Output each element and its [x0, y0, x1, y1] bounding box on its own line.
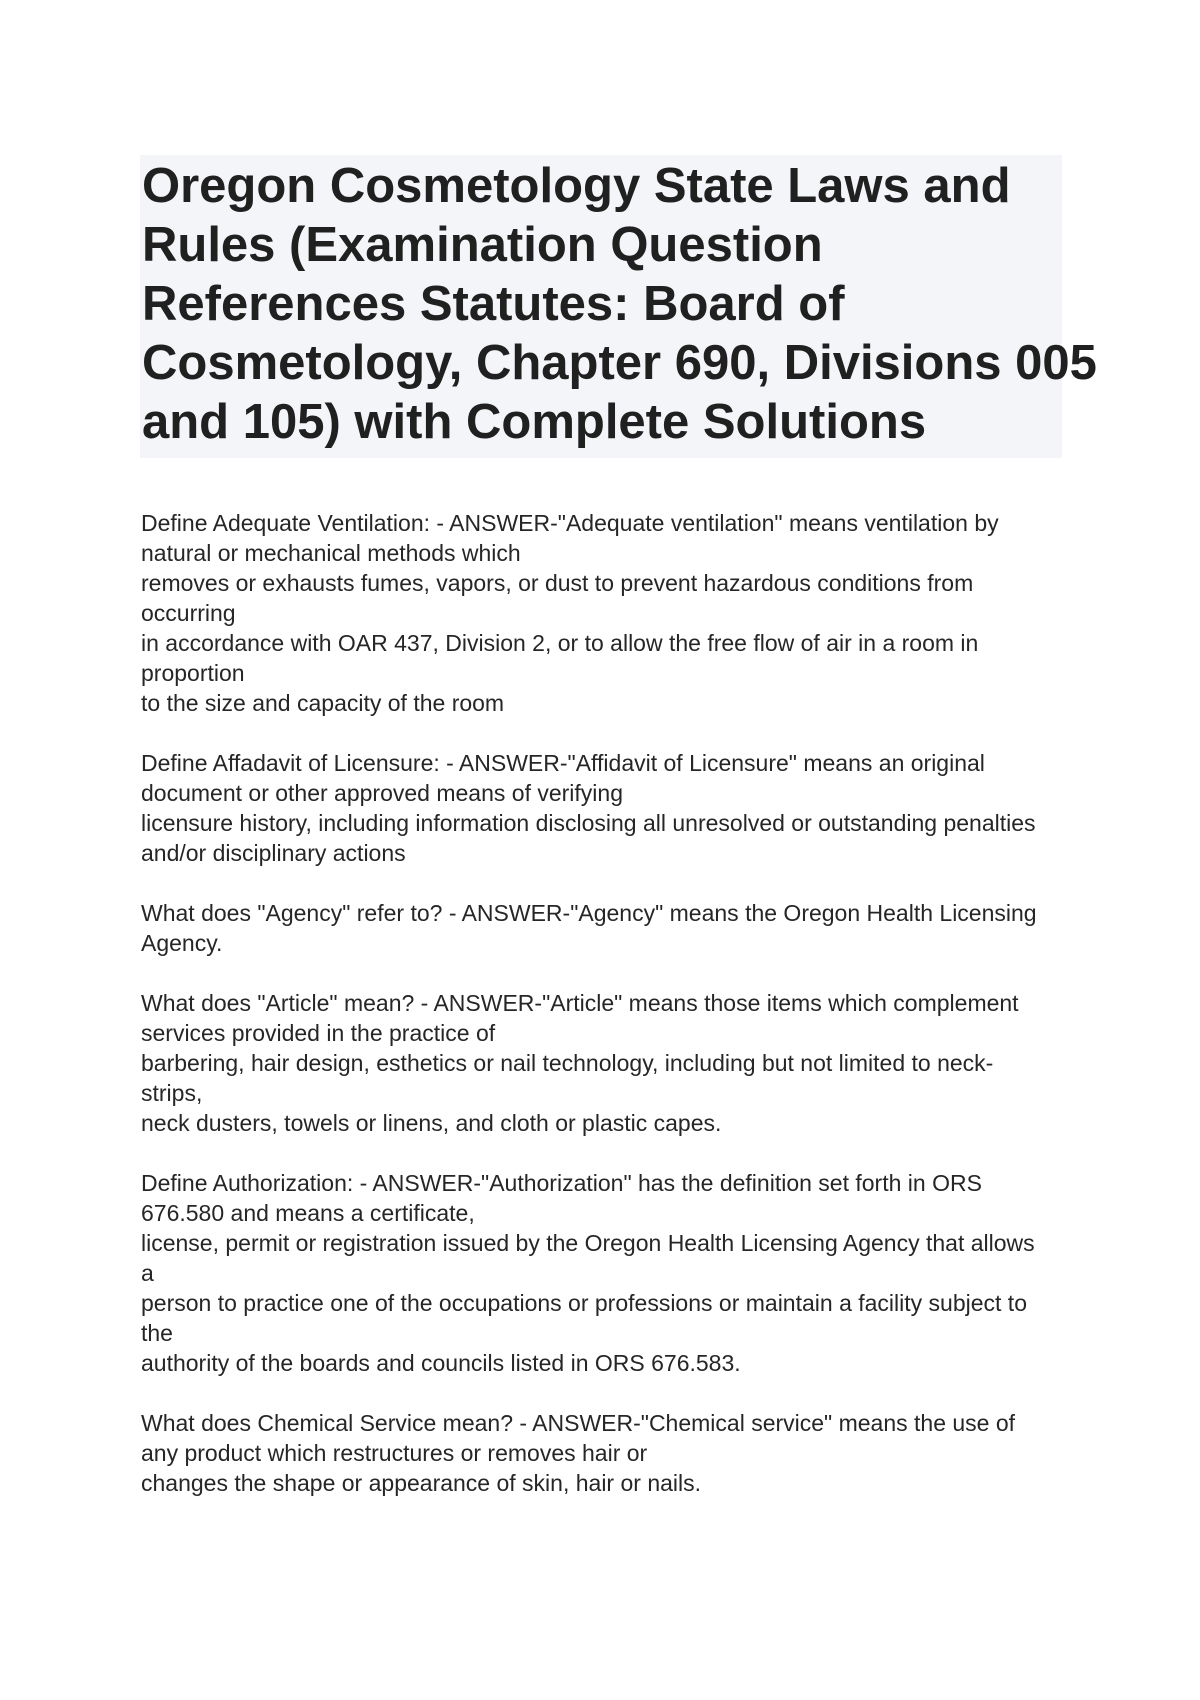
qa-line: Define Affadavit of Licensure: - ANSWER-"Affidavit of Licensure" means an original	[141, 750, 985, 776]
qa-line: What does Chemical Service mean? - ANSWER-"Chemical service" means the use of	[141, 1410, 1016, 1436]
qa-line: any product which restructures or removes hair or	[141, 1440, 648, 1466]
qa-line: What does "Agency" refer to? - ANSWER-"Agency" means the Oregon Health Licensing	[141, 900, 1037, 926]
document-title	[140, 155, 1097, 458]
qa-line: changes the shape or appearance of skin, hair or nails.	[141, 1470, 702, 1496]
qa-line: license, permit or registration issued by the Oregon Health Licensing Agency that allows	[141, 1230, 1035, 1256]
qa-line: What does "Article" mean? - ANSWER-"Article" means those items which complement	[141, 990, 1019, 1016]
qa-line: in accordance with OAR 437, Division 2, or to allow the free flow of air in a room in	[141, 630, 979, 656]
qa-line: licensure history, including information disclosing all unresolved or outstanding penalties	[141, 810, 1036, 836]
qa-line: Agency.	[141, 930, 223, 956]
qa-line: 676.580 and means a certificate,	[141, 1200, 475, 1226]
qa-entry-adequate-ventilation	[141, 508, 1061, 718]
qa-line: removes or exhausts fumes, vapors, or dust to prevent hazardous conditions from	[141, 570, 974, 596]
title-line: References Statutes: Board of	[142, 277, 845, 331]
qa-line: person to practice one of the occupations or professions or maintain a facility subject to	[141, 1290, 1027, 1316]
title-line: Rules (Examination Question	[142, 218, 823, 272]
qa-line: the	[141, 1320, 173, 1346]
qa-line: Define Adequate Ventilation: - ANSWER-"Adequate ventilation" means ventilation by	[141, 510, 999, 536]
qa-line: a	[141, 1260, 154, 1286]
qa-line: barbering, hair design, esthetics or nail technology, including but not limited to neck-	[141, 1050, 994, 1076]
qa-line: Define Authorization: - ANSWER-"Authorization" has the definition set forth in ORS	[141, 1170, 982, 1196]
qa-line: authority of the boards and councils listed in ORS 676.583.	[141, 1350, 741, 1376]
qa-entry-agency	[141, 898, 1061, 958]
qa-entry-article	[141, 988, 1061, 1138]
title-line: Oregon Cosmetology State Laws and	[142, 159, 1011, 213]
qa-entry-chemical-service	[141, 1408, 1061, 1498]
title-line: and 105) with Complete Solutions	[142, 395, 927, 449]
title-line: Cosmetology, Chapter 690, Divisions 005	[142, 336, 1097, 390]
qa-line: and/or disciplinary actions	[141, 840, 406, 866]
qa-line: neck dusters, towels or linens, and cloth or plastic capes.	[141, 1110, 722, 1136]
qa-line: proportion	[141, 660, 245, 686]
qa-line: services provided in the practice of	[141, 1020, 496, 1046]
qa-line: occurring	[141, 600, 236, 626]
qa-line: document or other approved means of verifying	[141, 780, 623, 806]
qa-entry-affidavit-of-licensure	[141, 748, 1061, 868]
qa-entry-authorization	[141, 1168, 1061, 1378]
qa-list	[141, 508, 1061, 1528]
qa-line: to the size and capacity of the room	[141, 690, 505, 716]
qa-line: strips,	[141, 1080, 203, 1106]
qa-line: natural or mechanical methods which	[141, 540, 521, 566]
